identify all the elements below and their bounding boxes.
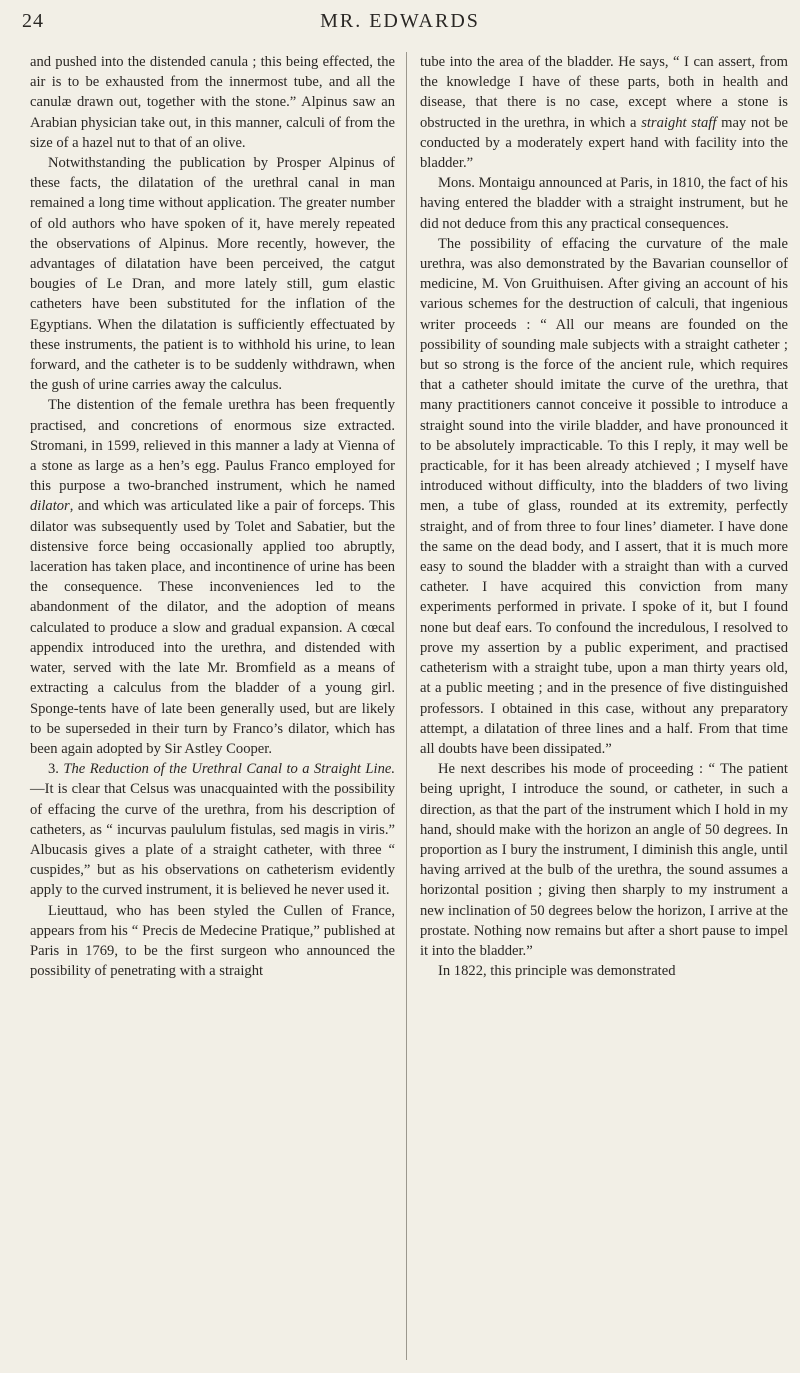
section-number: 3. <box>48 761 64 778</box>
paragraph: Lieuttaud, who has been styled the Cullen of France, appears from his “ Precis de Medecine Pratique,” published at Paris in 1769, to be the first surgeon who announced the possibility of penetrating with a straight <box>30 902 395 980</box>
left-column <box>30 52 395 981</box>
paragraph-text: , and which was articulated like a pair of forceps. This dilator was subsequently used by Tolet and Sabatier, but the distensive force being occasionally applied too abruptly, laceration has taken place, and incontinence of urine has been the consequence. These inconveniences led to the abandonment of the dilator, and the adoption of means calculated to produce a slow and gradual expansion. A cœcal appendix introduced into the urethra, and distended with water, served with the late Mr. Bromfield as a means of extracting a calculus from the bladder of a young girl. Sponge-tents have of late been generally used, but are likely to be superseded in their turn by Franco’s dilator, which has been again adopted by Sir Astley Cooper. <box>30 498 395 757</box>
section-heading: The Reduction of the Urethral Canal to a Straight Line. <box>63 761 396 778</box>
paragraph-text: may not be conducted by a moderately expert hand with facility into the bladder.” <box>420 114 789 172</box>
paragraph <box>30 395 395 759</box>
section-paragraph <box>30 759 395 900</box>
italic-term: dilator <box>30 498 70 515</box>
paragraph: Mons. Montaigu announced at Paris, in 1810, the fact of his having entered the bladder with a straight instrument, but he did not deduce from this any practical consequences. <box>420 175 788 232</box>
page-header <box>22 10 778 40</box>
paragraph: and pushed into the distended canula ; this being effected, the air is to be exhausted from the innermost tube, and all the canulæ drawn out, together with the stone.” Alpinus saw an Arabian physician take out, in this manner, calculi of from the size of a hazel nut to that of an olive. <box>30 54 395 151</box>
right-column <box>420 52 788 981</box>
paragraph: Notwithstanding the publication by Prosper Alpinus of these facts, the dilatation of the urethral canal in man remained a long time without application. The greater number of old authors who have spoken of it, have merely repeated the observations of Alpinus. More recently, however, the advantages of dilatation have been perceived, the catgut bougies of Le Dran, and more lately still, gum elastic catheters have been substituted for the inflation of the Egyptians. When the dilatation is sufficiently effectuated by these instruments, the patient is to withhold his urine, to lean forward, and the catheter is to be suddenly withdrawn, when the gush of urine carries away the calculus. <box>30 155 395 394</box>
paragraph <box>420 52 788 173</box>
running-title: MR. EDWARDS <box>320 10 480 32</box>
paragraph-text: tube into the area of the bladder. He says, “ I can assert, from the knowledge I have of these parts, both in health and disease, that there is no case, except where a stone is obstructed in the urethra, in which a <box>420 54 788 131</box>
paragraph-text: The distention of the female urethra has been frequently practised, and concretions of enormous size extracted. Stromani, in 1599, relieved in this manner a lady at Vienna of a stone as large as a hen’s egg. Paulus Franco employed for this purpose a two-branched instrument, which he named <box>30 397 395 495</box>
paragraph: In 1822, this principle was demonstrated <box>438 963 676 980</box>
column-divider <box>406 52 407 1360</box>
paragraph: He next describes his mode of proceeding : “ The patient being upright, I introduce the sound, or catheter, in such a direction, as that the part of the instrument which I hold in my hand, should make with the horizon an angle of 50 degrees. In proportion as I bury the instrument, I diminish this angle, until having arrived at the bulb of the urethra, the sound assumes a horizontal position ; giving then sharply to my instrument a new inclination of 50 degrees below the horizon, I arrive at the prostate. Nothing now remains but after a short pause to impel it into the bladder.” <box>420 761 788 959</box>
paragraph-text: —It is clear that Celsus was unacquainted with the possibility of effacing the curve of the urethra, from his description of catheters, as “ incurvas paululum fistulas, sed magis in viris.” Albucasis gives a plate of a straight catheter, with three “ cuspides,” but as his observations on catheterism evidently apply to the curved instrument, it is believed he never used it. <box>30 781 395 899</box>
page-number: 24 <box>22 10 44 32</box>
italic-term: straight staff <box>641 114 717 131</box>
paragraph: The possibility of effacing the curvature of the male urethra, was also demonstrated by the Bavarian counsellor of medicine, M. Von Gruithuisen. After giving an account of his various schemes for the destruction of calculi, that ingenious writer proceeds : “ All our means are founded on the possibility of sounding male subjects with a straight catheter ; but so strong is the force of the ancient rule, which requires that a catheter should imitate the curve of the urethra, that many practitioners cannot conceive it possible to introduce a straight sound into the virile bladder, and have pronounced it to be absolutely impracticable. To this I reply, it may well be practicable, for it has been already atchieved ; I myself have introduced without difficulty, into the bladders of two living men, a tube of glass, rounded at its extremity, perfectly straight, and of from three to four lines’ diameter. I have done the same on the dead body, and I assert, that it is much more easy to sound the bladder with a straight than with a curved catheter. I have acquired this conviction from many experiments performed in private. I spoke of it, but I found none but deaf ears. To confound the incredulous, I resolved to prove my assertion by a public experiment, and practised catheterism with a straight tube, upon a man thirty years old, at a public meeting ; and in the presence of five distinguished professors. I obtained in this case, without any preparatory attempt, a dilatation of three lines and a half. From that time all doubts have been dissipated.” <box>420 235 788 757</box>
